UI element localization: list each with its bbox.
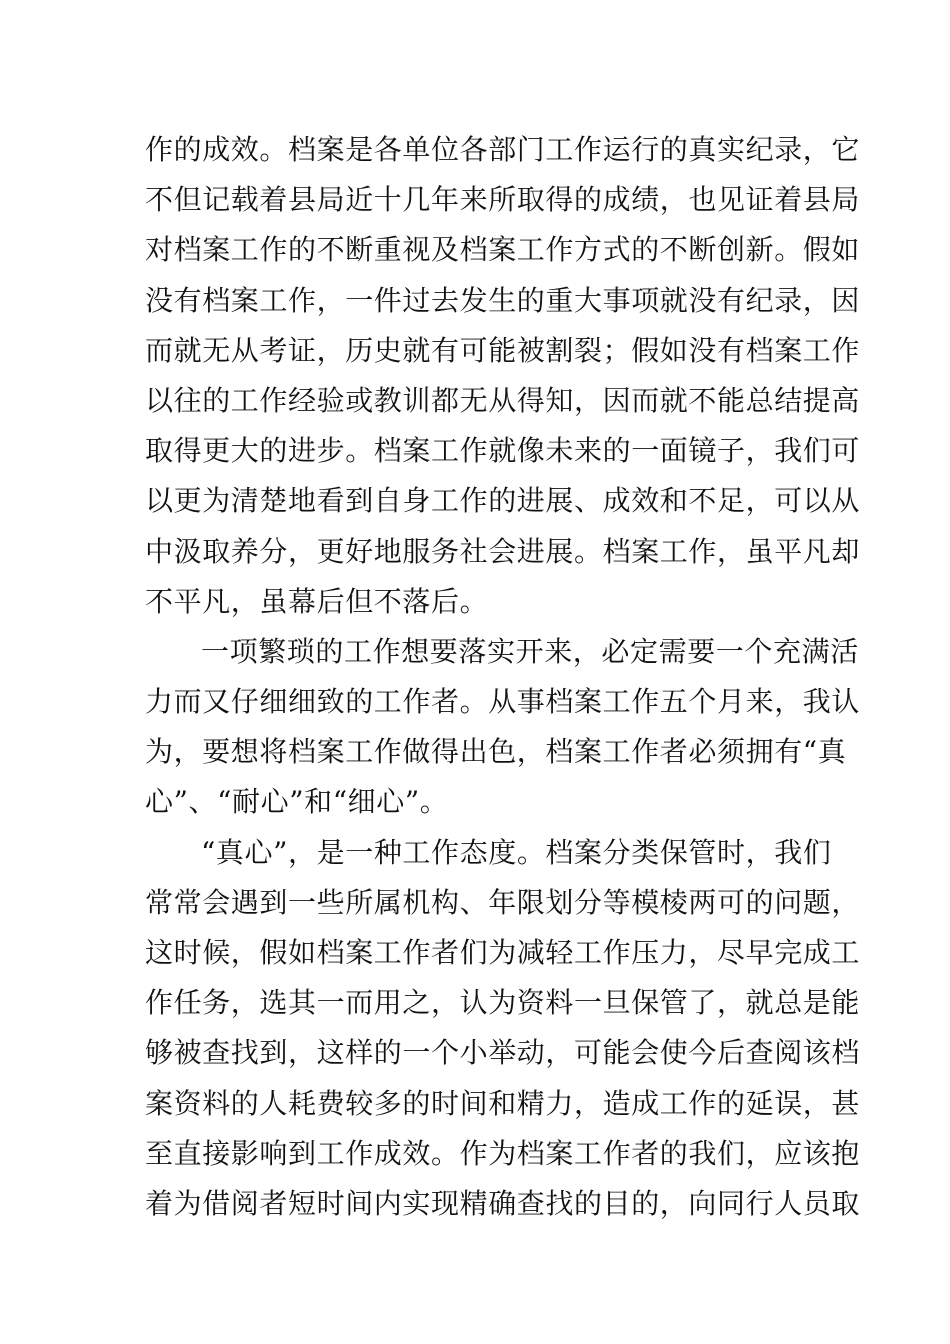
text-line: 常常会遇到一些所属机构、年限划分等模棱两可的问题，	[145, 885, 861, 919]
text-line: 作任务，选其一而用之，认为资料一旦保管了，就总是能	[145, 986, 861, 1020]
text-line: 取得更大的进步。档案工作就像未来的一面镜子，我们可	[145, 434, 861, 468]
text-line: 而就无从考证，历史就有可能被割裂；假如没有档案工作	[145, 333, 861, 367]
text-line: 为，要想将档案工作做得出色，档案工作者必须拥有“真	[145, 735, 847, 769]
text-line: 至直接影响到工作成效。作为档案工作者的我们，应该抱	[145, 1136, 861, 1170]
text-line: 对档案工作的不断重视及档案工作方式的不断创新。假如	[145, 233, 861, 267]
text-line: 着为借阅者短时间内实现精确查找的目的，向同行人员取	[145, 1186, 861, 1220]
paragraph-first-line: “真心”，是一种工作态度。档案分类保管时，我们	[201, 835, 832, 869]
text-line: 这时候，假如档案工作者们为减轻工作压力，尽早完成工	[145, 936, 861, 969]
text-line: 力而又仔细细致的工作者。从事档案工作五个月来，我认	[145, 685, 861, 719]
text-line: 不平凡，虽幕后但不落后。	[145, 584, 489, 618]
text-line: 案资料的人耗费较多的时间和精力，造成工作的延误，甚	[145, 1086, 861, 1120]
text-line: 够被查找到，这样的一个小举动，可能会使今后查阅该档	[145, 1036, 861, 1070]
text-line: 以往的工作经验或教训都无从得知，因而就不能总结提高	[145, 383, 861, 417]
text-line: 作的成效。档案是各单位各部门工作运行的真实纪录，它	[145, 133, 861, 166]
body-text	[145, 125, 861, 1229]
text-line: 心”、“耐心”和“细心”。	[145, 785, 449, 819]
text-line: 以更为清楚地看到自身工作的进展、成效和不足，可以从	[145, 484, 861, 518]
text-line: 中汲取养分，更好地服务社会进展。档案工作，虽平凡却	[145, 534, 861, 568]
paragraph-first-line: 一项繁琐的工作想要落实开来，必定需要一个充满活	[201, 634, 859, 668]
text-line: 没有档案工作，一件过去发生的重大事项就没有纪录，因	[145, 283, 861, 317]
text-line: 不但记载着县局近十几年来所取得的成绩，也见证着县局	[145, 183, 861, 217]
